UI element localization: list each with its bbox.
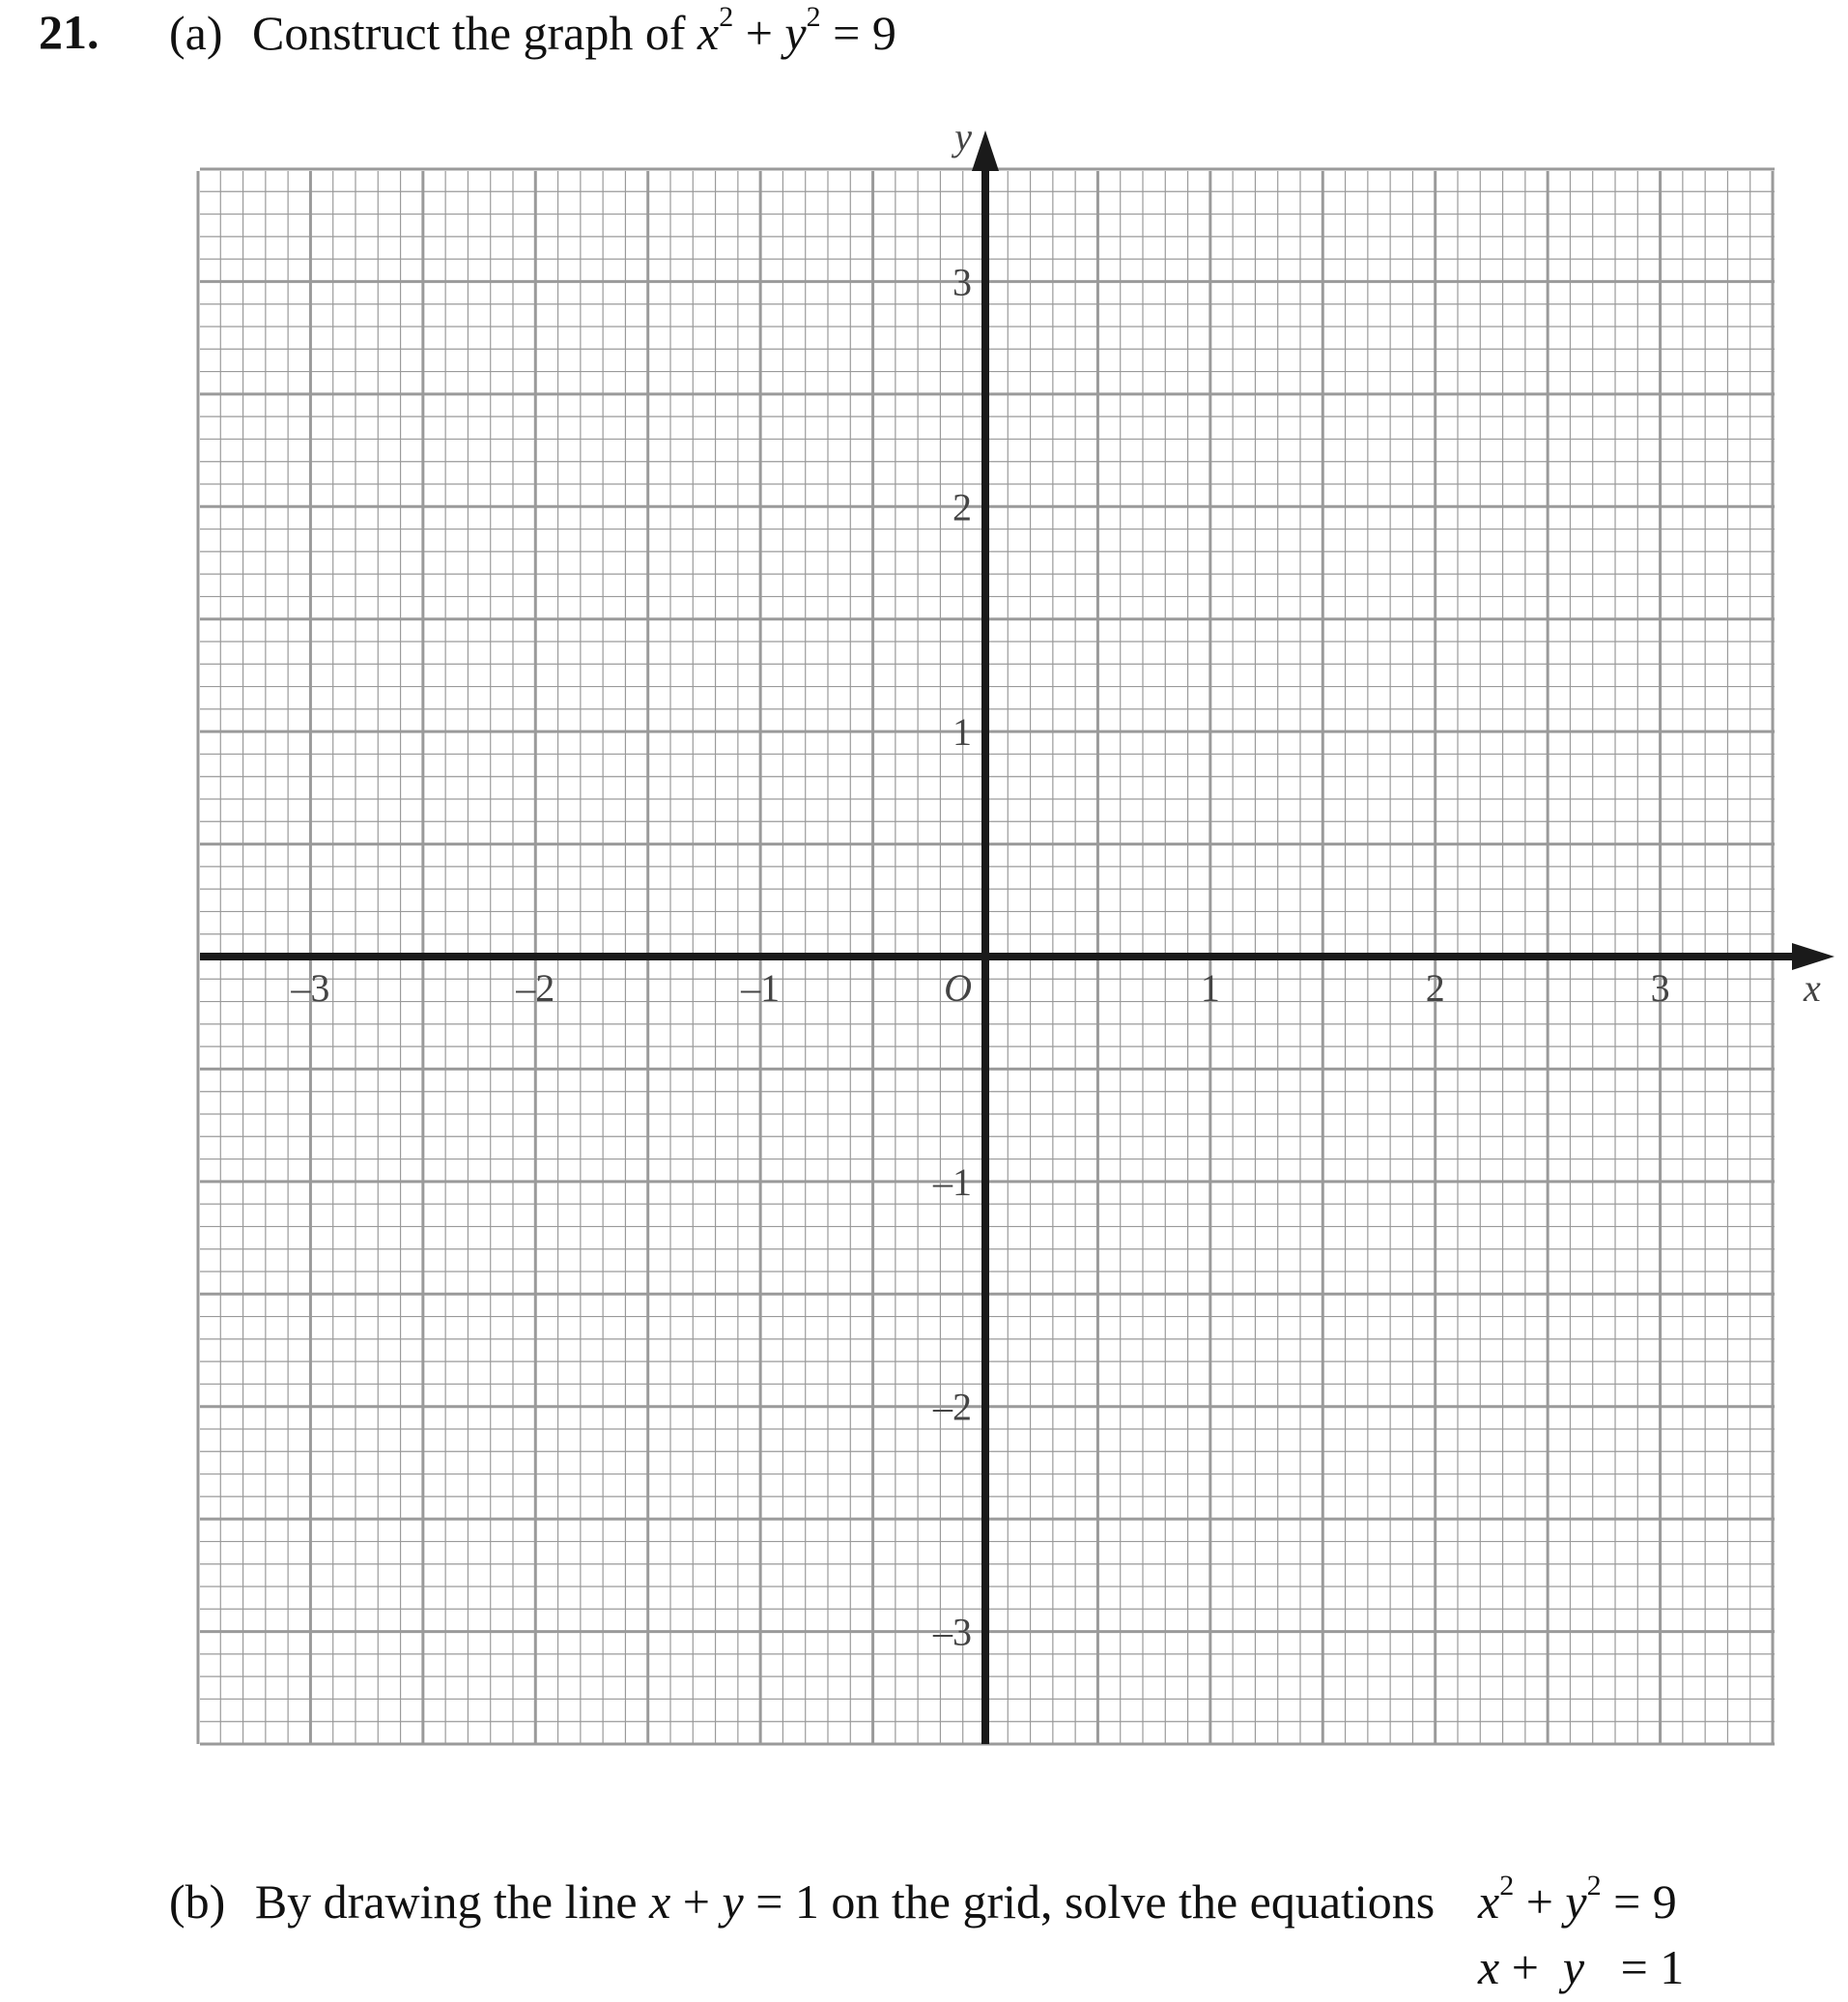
eq-y: y xyxy=(784,6,807,60)
y-axis-label: y xyxy=(954,115,972,158)
eq2-rhs: = 1 xyxy=(1620,1940,1685,1994)
eq-x: x xyxy=(697,6,720,60)
question-number: 21. xyxy=(39,5,100,59)
part-a-instruction: Construct the graph of xyxy=(252,6,686,60)
x-tick-label: 3 xyxy=(1650,966,1670,1010)
line-x: x xyxy=(649,1874,671,1929)
line-rhs: = 1 on the grid, solve the equations xyxy=(755,1874,1436,1929)
eq2-y: y xyxy=(1562,1940,1585,1994)
equation-1 xyxy=(1478,1870,1677,1930)
part-b-instruction: By drawing the line xyxy=(254,1874,638,1929)
part-b-text xyxy=(169,1873,1435,1930)
equation-2 xyxy=(1478,1938,1684,1996)
eq-sup: 2 xyxy=(806,1,821,33)
y-tick-label: 1 xyxy=(952,710,972,755)
line-plus: + xyxy=(682,1874,710,1929)
eq1-x: x xyxy=(1478,1874,1500,1929)
eq1-rhs: = 9 xyxy=(1613,1874,1677,1929)
x-tick-label: –1 xyxy=(741,966,781,1010)
y-tick-label: –2 xyxy=(933,1385,972,1429)
x-tick-label: 2 xyxy=(1425,966,1445,1010)
eq2-x: x xyxy=(1478,1940,1500,1994)
line-y: y xyxy=(722,1874,744,1929)
eq1-plus: + xyxy=(1525,1874,1553,1929)
eq-plus: + xyxy=(745,6,773,60)
part-b-label: (b) xyxy=(169,1874,226,1929)
y-tick-label: 2 xyxy=(952,485,972,529)
y-tick-label: –1 xyxy=(933,1159,972,1204)
x-tick-label: –3 xyxy=(291,966,330,1010)
part-a-label: (a) xyxy=(169,6,223,60)
eq-sup: 2 xyxy=(719,1,734,33)
eq1-sup: 2 xyxy=(1499,1870,1515,1902)
eq1-y: y xyxy=(1565,1874,1587,1929)
y-tick-label: 3 xyxy=(952,260,972,304)
origin-label: O xyxy=(944,966,972,1010)
y-axis-arrow xyxy=(972,130,999,171)
eq1-sup: 2 xyxy=(1586,1870,1602,1902)
eq2-plus: + xyxy=(1511,1940,1539,1994)
y-tick-label: –3 xyxy=(933,1610,972,1654)
eq-rhs: = 9 xyxy=(833,6,896,60)
x-axis-label: x xyxy=(1804,966,1821,1010)
x-tick-label: 1 xyxy=(1200,966,1220,1010)
x-tick-label: –2 xyxy=(516,966,555,1010)
